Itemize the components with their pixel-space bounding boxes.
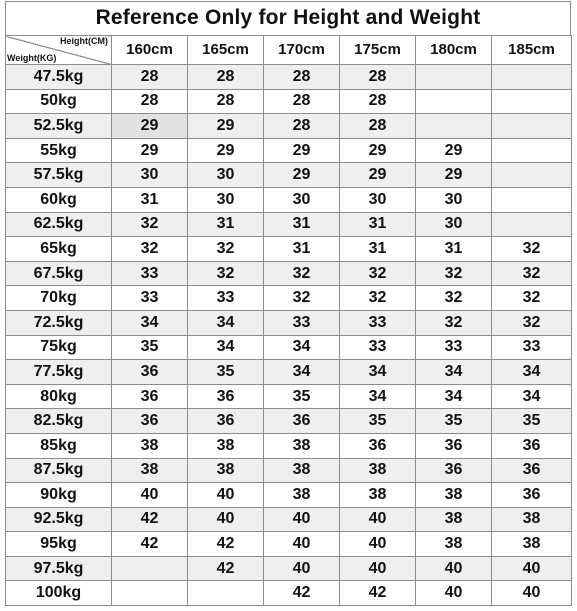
weight-label: 85kg — [6, 433, 112, 458]
size-cell: 38 — [492, 532, 572, 557]
weight-label: 50kg — [6, 89, 112, 114]
table-row — [6, 114, 572, 139]
table-row — [6, 187, 572, 212]
size-cell: 32 — [492, 286, 572, 311]
size-cell: 40 — [188, 483, 264, 508]
size-cell: 42 — [264, 581, 340, 606]
size-cell: 38 — [340, 483, 416, 508]
size-cell: 29 — [188, 138, 264, 163]
size-cell: 28 — [188, 65, 264, 90]
size-cell: 40 — [492, 581, 572, 606]
weight-label: 77.5kg — [6, 360, 112, 385]
size-cell: 40 — [264, 532, 340, 557]
weight-label: 70kg — [6, 286, 112, 311]
size-cell: 34 — [340, 384, 416, 409]
weight-label: 62.5kg — [6, 212, 112, 237]
weight-label: 87.5kg — [6, 458, 112, 483]
table-row — [6, 335, 572, 360]
size-cell: 32 — [492, 237, 572, 262]
size-cell: 30 — [340, 187, 416, 212]
size-cell: 32 — [264, 286, 340, 311]
size-cell: 29 — [340, 138, 416, 163]
size-cell: 32 — [188, 237, 264, 262]
weight-label: 47.5kg — [6, 65, 112, 90]
table-row — [6, 581, 572, 606]
size-cell: 31 — [340, 212, 416, 237]
size-cell: 36 — [188, 409, 264, 434]
size-cell: 29 — [112, 138, 188, 163]
size-cell: 33 — [416, 335, 492, 360]
weight-label: 100kg — [6, 581, 112, 606]
size-cell: 31 — [112, 187, 188, 212]
size-cell: 34 — [264, 360, 340, 385]
weight-label: 57.5kg — [6, 163, 112, 188]
table-row — [6, 384, 572, 409]
size-cell: 34 — [188, 310, 264, 335]
size-cell: 38 — [492, 507, 572, 532]
table-row — [6, 507, 572, 532]
table-row — [6, 532, 572, 557]
size-cell: 32 — [112, 212, 188, 237]
table-row — [6, 237, 572, 262]
table-row — [6, 65, 572, 90]
size-cell: 28 — [340, 89, 416, 114]
size-cell: 34 — [264, 335, 340, 360]
height-axis-label: Height(CM) — [60, 36, 108, 46]
table-row — [6, 310, 572, 335]
size-cell: 29 — [264, 163, 340, 188]
size-cell: 38 — [112, 433, 188, 458]
size-cell — [492, 212, 572, 237]
size-cell: 29 — [112, 114, 188, 139]
size-cell: 36 — [340, 433, 416, 458]
size-cell: 28 — [264, 65, 340, 90]
size-cell: 35 — [188, 360, 264, 385]
table-row — [6, 138, 572, 163]
weight-label: 60kg — [6, 187, 112, 212]
size-cell: 42 — [112, 532, 188, 557]
table-row — [6, 286, 572, 311]
size-cell — [416, 114, 492, 139]
size-cell: 36 — [416, 433, 492, 458]
size-cell: 28 — [188, 89, 264, 114]
size-cell: 36 — [112, 360, 188, 385]
size-cell: 31 — [416, 237, 492, 262]
height-header: 170cm — [264, 36, 340, 65]
size-cell: 29 — [416, 163, 492, 188]
size-cell — [112, 556, 188, 581]
height-header: 180cm — [416, 36, 492, 65]
size-cell — [416, 65, 492, 90]
size-cell: 29 — [188, 114, 264, 139]
height-header: 160cm — [112, 36, 188, 65]
size-cell: 35 — [416, 409, 492, 434]
height-header: 185cm — [492, 36, 572, 65]
weight-label: 80kg — [6, 384, 112, 409]
size-cell: 28 — [112, 89, 188, 114]
size-chart — [5, 1, 571, 606]
size-cell: 32 — [416, 261, 492, 286]
size-cell: 38 — [188, 458, 264, 483]
size-cell — [492, 114, 572, 139]
size-cell: 42 — [188, 556, 264, 581]
weight-label: 72.5kg — [6, 310, 112, 335]
height-header: 175cm — [340, 36, 416, 65]
size-cell: 40 — [264, 556, 340, 581]
size-cell: 40 — [340, 507, 416, 532]
size-cell: 32 — [340, 261, 416, 286]
size-cell — [492, 138, 572, 163]
size-cell: 32 — [416, 310, 492, 335]
weight-label: 52.5kg — [6, 114, 112, 139]
size-cell — [492, 187, 572, 212]
size-cell — [112, 581, 188, 606]
size-cell: 28 — [112, 65, 188, 90]
size-cell: 38 — [188, 433, 264, 458]
size-cell — [416, 89, 492, 114]
chart-title: Reference Only for Height and Weight — [5, 1, 571, 35]
size-cell: 36 — [492, 433, 572, 458]
size-cell: 34 — [416, 384, 492, 409]
table-row — [6, 458, 572, 483]
size-cell: 40 — [340, 532, 416, 557]
table-row — [6, 89, 572, 114]
size-cell: 38 — [264, 458, 340, 483]
size-cell: 42 — [188, 532, 264, 557]
weight-label: 95kg — [6, 532, 112, 557]
size-cell: 33 — [492, 335, 572, 360]
height-header: 165cm — [188, 36, 264, 65]
size-cell: 32 — [492, 310, 572, 335]
size-cell: 29 — [264, 138, 340, 163]
size-cell: 36 — [416, 458, 492, 483]
size-cell: 30 — [188, 163, 264, 188]
size-cell — [188, 581, 264, 606]
size-cell: 38 — [416, 507, 492, 532]
size-cell: 30 — [416, 187, 492, 212]
table-row — [6, 212, 572, 237]
weight-label: 75kg — [6, 335, 112, 360]
size-cell: 33 — [340, 310, 416, 335]
size-cell: 32 — [264, 261, 340, 286]
size-cell: 33 — [264, 310, 340, 335]
size-cell: 38 — [112, 458, 188, 483]
size-cell: 40 — [112, 483, 188, 508]
size-cell: 28 — [340, 65, 416, 90]
size-cell: 40 — [264, 507, 340, 532]
table-body — [6, 65, 572, 606]
size-cell: 30 — [112, 163, 188, 188]
size-cell: 35 — [264, 384, 340, 409]
size-cell: 36 — [188, 384, 264, 409]
size-cell: 35 — [340, 409, 416, 434]
size-cell: 32 — [416, 286, 492, 311]
size-cell: 42 — [112, 507, 188, 532]
size-cell: 31 — [264, 212, 340, 237]
size-cell: 42 — [340, 581, 416, 606]
size-cell: 33 — [112, 286, 188, 311]
size-cell: 33 — [112, 261, 188, 286]
table-row — [6, 163, 572, 188]
size-cell: 33 — [188, 286, 264, 311]
table-row — [6, 360, 572, 385]
size-cell: 35 — [492, 409, 572, 434]
size-cell: 40 — [188, 507, 264, 532]
table-row — [6, 261, 572, 286]
size-cell: 38 — [416, 483, 492, 508]
size-cell: 34 — [492, 384, 572, 409]
size-cell: 38 — [264, 483, 340, 508]
size-cell: 38 — [340, 458, 416, 483]
table-row — [6, 433, 572, 458]
size-cell: 36 — [112, 409, 188, 434]
size-cell: 36 — [492, 483, 572, 508]
weight-label: 97.5kg — [6, 556, 112, 581]
weight-label: 67.5kg — [6, 261, 112, 286]
header-row — [6, 36, 572, 65]
size-cell: 36 — [492, 458, 572, 483]
size-cell: 36 — [264, 409, 340, 434]
size-cell: 34 — [188, 335, 264, 360]
size-cell: 32 — [112, 237, 188, 262]
size-cell: 34 — [416, 360, 492, 385]
table-row — [6, 556, 572, 581]
size-cell: 34 — [492, 360, 572, 385]
size-table — [5, 35, 572, 606]
size-cell: 32 — [492, 261, 572, 286]
size-cell: 28 — [340, 114, 416, 139]
size-cell: 29 — [340, 163, 416, 188]
weight-label: 65kg — [6, 237, 112, 262]
size-cell: 34 — [112, 310, 188, 335]
size-cell — [492, 65, 572, 90]
weight-label: 90kg — [6, 483, 112, 508]
size-cell: 35 — [112, 335, 188, 360]
size-cell: 40 — [416, 556, 492, 581]
size-cell: 31 — [340, 237, 416, 262]
size-cell: 33 — [340, 335, 416, 360]
table-row — [6, 409, 572, 434]
weight-axis-label: Weight(KG) — [7, 53, 57, 63]
size-cell: 30 — [264, 187, 340, 212]
size-cell: 38 — [416, 532, 492, 557]
size-cell: 29 — [416, 138, 492, 163]
size-cell: 36 — [112, 384, 188, 409]
size-cell: 31 — [264, 237, 340, 262]
size-cell: 40 — [340, 556, 416, 581]
size-cell: 28 — [264, 89, 340, 114]
size-cell — [492, 89, 572, 114]
weight-label: 55kg — [6, 138, 112, 163]
corner-header — [6, 36, 112, 65]
weight-label: 92.5kg — [6, 507, 112, 532]
size-cell: 30 — [188, 187, 264, 212]
size-cell: 40 — [416, 581, 492, 606]
table-row — [6, 483, 572, 508]
size-cell: 34 — [340, 360, 416, 385]
size-cell: 28 — [264, 114, 340, 139]
size-cell: 40 — [492, 556, 572, 581]
size-cell — [492, 163, 572, 188]
size-cell: 32 — [188, 261, 264, 286]
size-cell: 38 — [264, 433, 340, 458]
size-cell: 31 — [188, 212, 264, 237]
size-cell: 32 — [340, 286, 416, 311]
size-cell: 30 — [416, 212, 492, 237]
weight-label: 82.5kg — [6, 409, 112, 434]
